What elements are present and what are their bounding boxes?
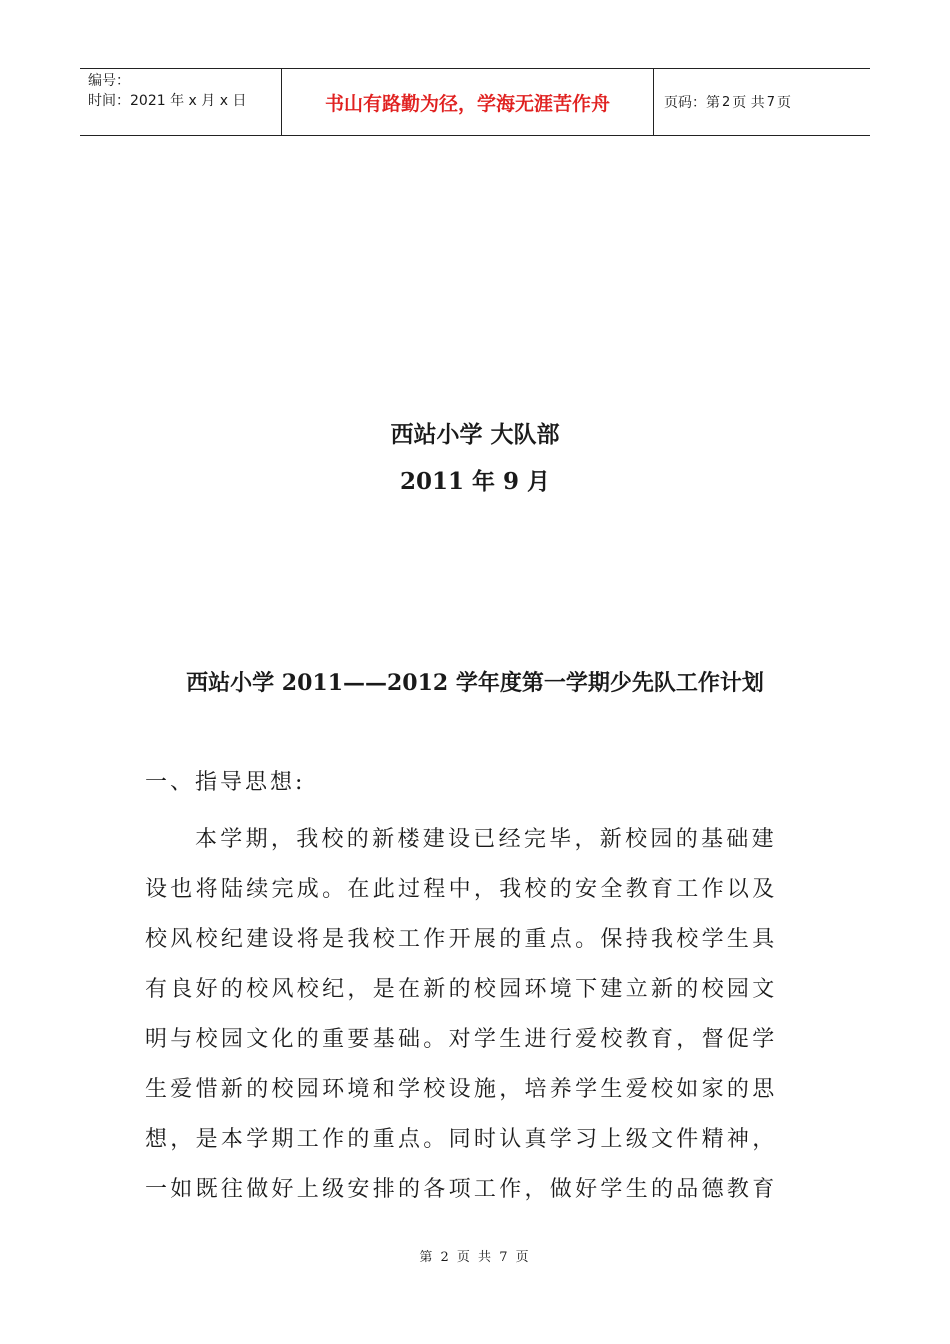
header-meta-cell [80, 69, 282, 135]
paragraph-line: 明与校园文化的重要基础。对学生进行爱校教育，督促学 [145, 1027, 778, 1052]
header-motto-cell [282, 69, 654, 135]
page-mid: 页 共 [732, 95, 765, 111]
motto: 书山有路勤为径，学海无涯苦作舟 [324, 92, 610, 115]
page-prefix: 页码：第 [664, 95, 720, 111]
number-label: 编号： [88, 73, 130, 89]
time-label: 时间：2021 年 x 月 x 日 [88, 93, 247, 109]
paragraph-line: 设也将陆续完成。在此过程中，我校的安全教育工作以及 [145, 877, 778, 902]
cover-date: 2011 年 9 月 [399, 468, 551, 495]
header-table [80, 68, 870, 136]
paragraph-line: 生爱惜新的校园环境和学校设施，培养学生爱校如家的思 [145, 1077, 778, 1102]
paragraph-line: 想，是本学期工作的重点。同时认真学习上级文件精神， [145, 1127, 778, 1152]
paragraph-line: 校风校纪建设将是我校工作开展的重点。保持我校学生具 [145, 927, 778, 952]
document-title: 西站小学 2011——2012 学年度第一学期少先队工作计划 [186, 670, 764, 696]
paragraph [145, 815, 805, 1215]
page-current: 2 [722, 94, 731, 110]
paragraph-line: 一如既往做好上级安排的各项工作，做好学生的品德教育 [145, 1177, 778, 1202]
organization-name: 西站小学 大队部 [390, 421, 560, 448]
header-page-cell [654, 69, 870, 135]
paragraph-line: 本学期，我校的新楼建设已经完毕，新校园的基础建 [195, 827, 777, 852]
paragraph-line: 有良好的校风校纪，是在新的校园环境下建立新的校园文 [145, 977, 778, 1002]
page-footer: 第 2 页 共 7 页 [419, 1250, 531, 1265]
page-total: 7 [766, 94, 776, 110]
section-heading: 一、指导思想: [145, 770, 306, 795]
page-suffix: 页 [777, 95, 792, 111]
